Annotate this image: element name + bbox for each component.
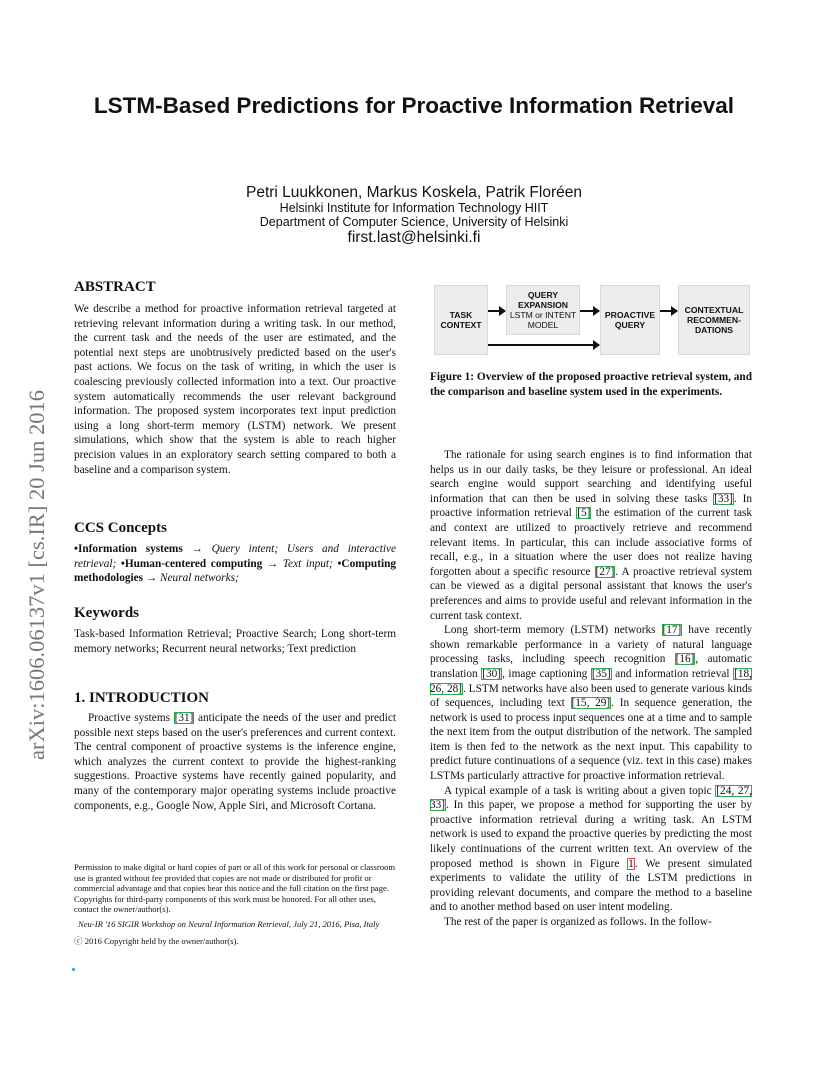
keywords-text: Task-based Information Retrieval; Proactive Search; Long short-term memory networks; Recurrent neural networks; Text prediction — [74, 628, 396, 655]
text-span: Proactive systems — [88, 712, 174, 724]
citation-link[interactable]: [31] — [174, 712, 194, 724]
text-span: , automatic translation — [430, 653, 752, 680]
keywords-heading: Keywords — [74, 605, 139, 621]
ccs-concepts — [74, 542, 396, 586]
citation-link[interactable]: [18, 26, 28] — [430, 667, 752, 695]
arrow-proactive-to-context — [660, 310, 677, 312]
right-column-text — [430, 448, 752, 930]
annotation-dot — [72, 968, 75, 971]
text-span: anticipate the needs of the user and predict possible next steps based on the user's preferences and current context. The central component of proactive systems is the inference engine, which analyzes the current context to provide the highest-ranking suggestions. Proactive systems have recently gained popularity, and many of the contemporary major operating systems include proactive components, e.g., Google Now, Apple Siri, and Microsoft Cortana. — [74, 712, 396, 812]
proactive-query-box — [600, 285, 660, 355]
paragraph-rationale — [430, 448, 752, 623]
text-span: have recently shown remarkable performance in a variety of natural language processing tasks, including speech recognition — [430, 624, 752, 666]
citation-link[interactable]: [16] — [675, 653, 695, 666]
text-span: A typical example of a task is writing about a given topic — [444, 784, 716, 797]
text-span: the estimation of the current task and context are utilized to proactively retrieve and recommend relevant items. In particular, this can include associative forms of recall, e.g., in a situation where the user does not realize having forgotten about a specific resource — [430, 507, 752, 578]
venue-text: Neu-IR '16 SIGIR Workshop on Neural Information Retrieval, July 21, 2016, Pisa, Italy — [78, 918, 380, 929]
arrow-query-to-proactive — [580, 310, 599, 312]
citation-link[interactable]: [33] — [714, 492, 733, 505]
task-context-label: TASK CONTEXT — [440, 310, 482, 330]
introduction-heading: 1. INTRODUCTION — [74, 690, 210, 706]
permission-text: Permission to make digital or hard copies of part or all of this work for personal or classroom use is granted without fee provided that copies are not made or distributed for profit or commercial advantage and that copies bear this notice and the full citation on the first page. Copyrights for third-party components of this work must be honored. For all other uses, contact the owner/author(s). — [74, 862, 395, 915]
ccs-item-2-value: → Text input; — [266, 557, 333, 570]
text-span: The rationale for using search engines is to find information that helps us in our daily tasks, be they leisure or professional. An ideal search engine would support searching and identifying useful information that can then be used in solving these tasks — [430, 449, 752, 505]
paragraph-lstm — [430, 623, 752, 784]
task-context-box — [434, 285, 488, 355]
citation-link[interactable]: [5] — [577, 507, 591, 520]
text-span: . In proactive information retrieval — [430, 492, 753, 520]
abstract-text: We describe a method for proactive information retrieval targeted at retrieving relevant information during a writing task. In our method, the current task and the needs of the user are estimated, and the potential next steps are unobtrusively predicted based on the user's past actions. We focus on the task of writing, in which the user is coalescing previously collected information into a text. Our proactive system automatically recommends the user relevant background information. The proposed system incorporates text input prediction using a long short-term memory (LSTM) network. We present simulations, which show that the system is able to reach higher precision values in an exploratory search setting compared to both a baseline and a comparison system. — [74, 303, 396, 476]
text-span: . We present simulated experiments to validate the utility of the LSTM predictions in providing relevant documents, and compare the method to a baseline and to another method based on user intent modeling. — [430, 857, 752, 914]
authors: Petri Luukkonen, Markus Koskela, Patrik Floréen — [246, 184, 582, 201]
abstract-heading: ABSTRACT — [74, 279, 156, 295]
ccs-item-2-label: •Human-centered computing — [120, 557, 263, 570]
ccs-heading: CCS Concepts — [74, 520, 167, 536]
paragraph-task-example — [430, 784, 752, 915]
affiliation-2: Department of Computer Science, University of Helsinki — [259, 215, 569, 229]
citation-link[interactable]: [17] — [662, 624, 682, 637]
citation-link[interactable]: [15, 29] — [571, 697, 611, 710]
ccs-item-1-value: → Query intent; Users and interactive retrieval; — [74, 543, 397, 570]
text-span: . In this paper, we propose a method for supporting the user by proactive information retrieval during a writing task. An LSTM network is used to expand the proactive queries by predicting the most likely continuations of the current written text. An overview of the proposed method is shown in Figure — [430, 799, 752, 870]
citation-link[interactable]: [30] — [482, 667, 502, 680]
query-expansion-sublabel: LSTM or INTENT MODEL — [509, 310, 577, 330]
figure-reference-link[interactable]: 1 — [628, 857, 634, 870]
text-span: , image captioning — [502, 667, 591, 680]
text-span: . In sequence generation, the network is used to process input sequences one at a time and to sample the next item from the output distribution of the network. The sampled item is then fed to the network as the next input. This capability to predict future continuations of a sequence (viz. text in this case) makes LSTMs particularly attractive for proactive information retrieval. — [430, 697, 752, 783]
figure-1-caption: Figure 1: Overview of the proposed proactive retrieval system, and the comparison and baseline system used in the experiments. — [430, 371, 752, 398]
paragraph-organization: The rest of the paper is organized as follows. In the follow- — [444, 916, 712, 928]
author-email: first.last@helsinki.fi — [347, 229, 481, 246]
paper-title: LSTM-Based Predictions for Proactive Information Retrieval — [93, 93, 735, 118]
query-expansion-label: QUERY EXPANSION — [518, 290, 568, 310]
introduction-paragraph — [74, 711, 396, 813]
citation-link[interactable]: [24, 27, 33] — [430, 784, 752, 812]
ccs-item-3-label: •Computing methodologies — [74, 557, 397, 585]
contextual-recommendations-box — [678, 285, 750, 355]
citation-link[interactable]: [27] — [595, 565, 615, 578]
copyright-text: ⓒ 2016 Copyright held by the owner/author(s). — [74, 935, 239, 946]
proactive-query-label: PROACTIVE QUERY — [604, 310, 656, 330]
citation-link[interactable]: [35] — [591, 667, 611, 680]
figure-1-diagram — [432, 282, 752, 356]
permission-footnote — [74, 862, 398, 946]
query-expansion-box — [506, 285, 580, 335]
arrow-task-bypass — [488, 344, 599, 346]
text-span: . A proactive retrieval system can be viewed as a digital personal assistant that knows the user's preferences and aims to provide useful and relevant information in the current task context. — [430, 565, 752, 622]
arrow-task-to-query — [488, 310, 505, 312]
text-span: Long short-term memory (LSTM) networks — [444, 624, 662, 637]
affiliation-1: Helsinki Institute for Information Technology HIIT — [279, 201, 549, 215]
contextual-recommendations-label: CONTEXTUAL RECOMMEN-DATIONS — [684, 305, 744, 335]
text-span: and information retrieval — [611, 667, 734, 680]
ccs-item-1-label: •Information systems — [74, 543, 183, 555]
arxiv-stamp: arXiv:1606.06137v1 [cs.IR] 20 Jun 2016 — [24, 390, 49, 760]
text-span: . LSTM networks have also been used to generate various kinds of sequences, including text — [430, 682, 752, 710]
ccs-item-3-value: → Neural networks; — [145, 572, 239, 585]
